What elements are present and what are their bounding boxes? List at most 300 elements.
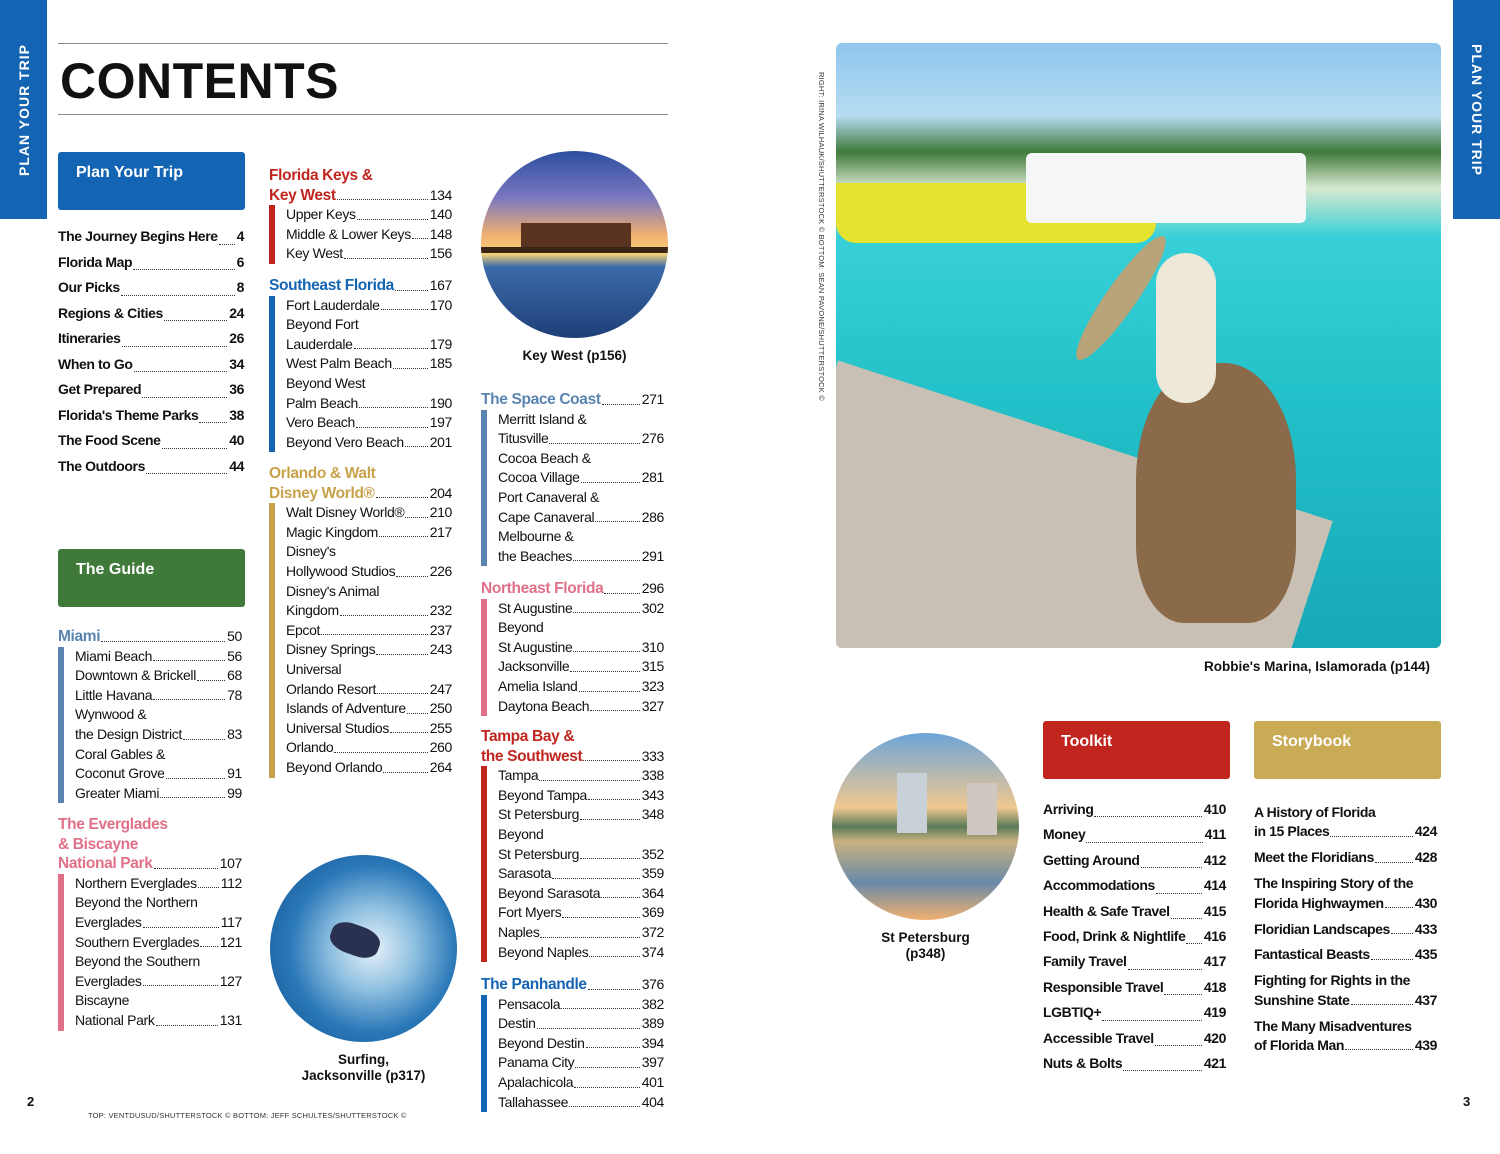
- toc-subentry: [286, 354, 452, 374]
- leader-dots: [573, 651, 639, 652]
- entry-row: [498, 786, 664, 806]
- leader-dots: [197, 680, 225, 681]
- entry-page: 296: [641, 580, 664, 596]
- toc-subentry: [498, 449, 664, 488]
- toc-subentry: [498, 786, 664, 806]
- entry-page: 401: [641, 1073, 664, 1090]
- entry-page: 397: [641, 1054, 664, 1071]
- leader-dots: [395, 290, 428, 291]
- entry-label: St Augustine: [498, 638, 573, 655]
- entry-label: Arriving: [1043, 801, 1094, 817]
- plan-your-trip-box: Plan Your Trip: [58, 152, 245, 210]
- entry-label: Naples: [498, 923, 540, 940]
- entry-page: 382: [641, 995, 664, 1012]
- entry-label: Cape Canaveral: [498, 508, 595, 525]
- entry-label: the Southwest: [481, 747, 583, 765]
- entry-row: [286, 738, 452, 758]
- side-tab-left: [0, 0, 47, 219]
- entry-row: [498, 599, 664, 619]
- entry-row: [286, 640, 452, 660]
- entry-page: 56: [227, 647, 242, 664]
- entry-label: The Space Coast: [481, 391, 601, 408]
- leader-dots: [586, 1047, 640, 1048]
- entry-row: [481, 747, 664, 767]
- entry-page: 44: [229, 457, 244, 474]
- leader-dots: [183, 739, 225, 740]
- entry-label: Fort Lauderdale: [286, 296, 380, 313]
- entry-label: Daytona Beach: [498, 697, 590, 714]
- entry-row: [75, 647, 242, 667]
- entry-label: Destin: [498, 1015, 536, 1032]
- entry-label: Responsible Travel: [1043, 978, 1164, 995]
- entry-page: 112: [220, 874, 242, 891]
- entry-row: [1043, 1000, 1226, 1025]
- toc-subentry: [498, 1034, 664, 1054]
- toc-subentry: [286, 315, 452, 354]
- entry-label: Key West: [286, 245, 343, 262]
- leader-dots: [357, 219, 428, 220]
- leader-dots: [121, 295, 235, 296]
- entry-line: Beyond: [498, 825, 544, 842]
- toolkit-list: [1043, 797, 1226, 1076]
- white-boat: [1026, 153, 1306, 223]
- leader-dots: [602, 404, 640, 405]
- entry-page: 134: [429, 186, 452, 203]
- pelican-neck: [1156, 253, 1216, 403]
- leader-dots: [562, 917, 639, 918]
- entry-label: Sunshine State: [1254, 991, 1350, 1008]
- leader-dots: [1171, 918, 1202, 919]
- section-heading: [481, 579, 664, 599]
- entry-page: 99: [227, 784, 242, 801]
- leader-dots: [1094, 816, 1201, 817]
- entry-label: Downtown & Brickell: [75, 667, 196, 684]
- entry-page: 260: [429, 739, 452, 756]
- section-subentries: [481, 410, 664, 567]
- leader-dots: [376, 497, 428, 498]
- entry-page: 36: [229, 381, 244, 397]
- leader-dots: [570, 671, 639, 672]
- leader-dots: [1391, 933, 1413, 934]
- entry-label: Coconut Grove: [75, 765, 165, 782]
- toc-subentry: [498, 488, 664, 527]
- entry-row: [75, 1011, 242, 1031]
- entry-label: Fantastical Beasts: [1254, 946, 1370, 963]
- entry-label: Beyond Naples: [498, 943, 589, 960]
- section-subentries: [269, 503, 452, 777]
- entry-row: [286, 680, 452, 700]
- section-heading: [269, 276, 452, 296]
- entry-page: 247: [429, 680, 452, 697]
- entry-page: 374: [641, 943, 664, 960]
- toc-entry: [58, 454, 244, 480]
- side-tab-label: PLAN YOUR TRIP: [15, 43, 32, 176]
- leader-dots: [321, 634, 428, 635]
- entry-page: 416: [1203, 928, 1226, 945]
- entry-row: [58, 301, 244, 327]
- toc-entry: [58, 403, 244, 429]
- entry-page: 424: [1414, 823, 1437, 840]
- entry-label: The Outdoors: [58, 457, 145, 474]
- entry-page: 420: [1203, 1029, 1226, 1046]
- entry-page: 121: [219, 933, 242, 950]
- entry-page: 343: [641, 786, 664, 803]
- toc-entry: [58, 428, 244, 454]
- entry-label: Floridian Landscapes: [1254, 920, 1390, 937]
- leader-dots: [146, 473, 227, 474]
- pier: [481, 247, 668, 253]
- entry-row: [1254, 1036, 1437, 1055]
- leader-dots: [579, 691, 640, 692]
- top-rule: [58, 43, 668, 44]
- leader-dots: [540, 937, 639, 938]
- leader-dots: [377, 693, 428, 694]
- leader-dots: [405, 517, 427, 518]
- entry-label: the Design District: [75, 725, 182, 742]
- entry-page: 271: [641, 391, 664, 407]
- leader-dots: [595, 521, 639, 522]
- entry-row: [1043, 848, 1226, 873]
- section-subentries: [269, 205, 452, 264]
- entry-row: [1254, 848, 1437, 867]
- entry-label: Greater Miami: [75, 784, 160, 801]
- leader-dots: [569, 1106, 640, 1107]
- leader-dots: [379, 536, 428, 537]
- entry-label: Middle & Lower Keys: [286, 225, 411, 242]
- toc-subentry: [498, 618, 664, 657]
- toc-subentry: [498, 995, 664, 1015]
- entry-label: in 15 Places: [1254, 823, 1330, 840]
- entry-line: Beyond Fort: [286, 316, 359, 333]
- leader-dots: [381, 309, 428, 310]
- toc-subentry: [498, 864, 664, 884]
- section-heading: [58, 627, 242, 647]
- entry-label: Vero Beach: [286, 414, 355, 431]
- entry-label: Jacksonville: [498, 658, 570, 675]
- toc-entry: [58, 352, 244, 378]
- toc-subentry: [286, 660, 452, 699]
- leader-dots: [601, 897, 640, 898]
- toc-subentry: [286, 296, 452, 316]
- leader-dots: [580, 819, 640, 820]
- entry-line: Beyond the Northern: [75, 894, 198, 911]
- toc-entry: [1254, 1017, 1437, 1056]
- photo-credit-left: TOP: VENTDUSUD/SHUTTERSTOCK © BOTTOM: JEFF SCHULTES/SHUTTERSTOCK ©: [88, 1111, 407, 1120]
- entry-label: Everglades: [75, 972, 142, 989]
- entry-row: [286, 225, 452, 245]
- section-subentries: [58, 647, 242, 804]
- entry-page: 437: [1414, 991, 1437, 1008]
- caption-key-west: Key West (p156): [522, 348, 627, 363]
- surfing-photo: [270, 855, 457, 1042]
- entry-page: 418: [1203, 978, 1226, 995]
- entry-row: [58, 454, 244, 480]
- toc-subentry: [286, 503, 452, 523]
- toc-subentry: [498, 1073, 664, 1093]
- entry-page: 430: [1414, 894, 1437, 911]
- entry-page: 204: [429, 484, 452, 501]
- entry-page: 255: [429, 719, 452, 736]
- leader-dots: [390, 732, 428, 733]
- leader-dots: [407, 713, 428, 714]
- entry-page: 417: [1203, 953, 1226, 970]
- entry-label: Beyond Vero Beach: [286, 433, 404, 450]
- leader-dots: [574, 1087, 640, 1088]
- leader-dots: [1102, 1020, 1202, 1021]
- entry-page: 250: [429, 700, 452, 717]
- toc-subentry: [75, 666, 242, 686]
- entry-line: The Inspiring Story of the: [1254, 875, 1414, 892]
- toc-subentry: [286, 738, 452, 758]
- entry-row: [498, 845, 664, 865]
- entry-page: 201: [429, 433, 452, 450]
- leader-dots: [396, 576, 427, 577]
- toc-subentry: [498, 805, 664, 825]
- leader-dots: [153, 699, 225, 700]
- section-heading: [481, 975, 664, 995]
- entry-page: 167: [429, 277, 452, 293]
- entry-page: 281: [641, 469, 664, 486]
- leader-dots: [1164, 994, 1201, 995]
- leader-dots: [1351, 1004, 1413, 1005]
- leader-dots: [575, 1067, 639, 1068]
- leader-dots: [1155, 1045, 1202, 1046]
- entry-row: [498, 657, 664, 677]
- toc-subentry: [75, 686, 242, 706]
- toc-subentry: [498, 766, 664, 786]
- entry-line: Beyond: [498, 619, 544, 636]
- entry-label: The Food Scene: [58, 432, 161, 448]
- entry-page: 4: [236, 228, 244, 244]
- entry-label: Lauderdale: [286, 335, 353, 352]
- entry-page: 348: [641, 806, 664, 823]
- section-subentries: [269, 296, 452, 453]
- caption-marina: Robbie's Marina, Islamorada (p144): [1203, 659, 1430, 674]
- entry-label: Florida Highwaymen: [1254, 894, 1384, 911]
- toc-entry: [58, 301, 244, 327]
- leader-dots: [583, 760, 639, 761]
- entry-page: 310: [641, 638, 664, 655]
- toc-subentry: [498, 657, 664, 677]
- entry-row: [1254, 894, 1437, 913]
- entry-label: Florida's Theme Parks: [58, 406, 199, 423]
- leader-dots: [1123, 1070, 1202, 1071]
- entry-page: 127: [219, 972, 242, 989]
- toc-section: [269, 166, 452, 264]
- entry-label: Titusville: [498, 430, 549, 447]
- entry-page: 286: [641, 508, 664, 525]
- entry-row: [498, 864, 664, 884]
- entry-label: Apalachicola: [498, 1073, 574, 1090]
- entry-page: 323: [641, 677, 664, 694]
- entry-row: [75, 933, 242, 953]
- entry-page: 394: [641, 1034, 664, 1051]
- entry-label: Southeast Florida: [269, 277, 394, 294]
- entry-row: [286, 699, 452, 719]
- entry-row: [286, 354, 452, 374]
- leader-dots: [1086, 842, 1202, 843]
- section-heading: [269, 166, 452, 205]
- entry-row: [1254, 822, 1437, 841]
- section-subentries: [481, 766, 664, 962]
- toc-entry: [1254, 848, 1437, 867]
- toc-section: [269, 464, 452, 778]
- caption-line: Surfing,: [338, 1052, 389, 1067]
- entry-line: & Biscayne: [58, 835, 139, 853]
- entry-row: [1043, 1026, 1226, 1051]
- leader-dots: [1186, 943, 1201, 944]
- entry-label: Walt Disney World®: [286, 504, 405, 521]
- entry-row: [286, 244, 452, 264]
- toc-subentry: [286, 205, 452, 225]
- toc-section: [269, 276, 452, 452]
- entry-page: 26: [229, 330, 244, 346]
- entry-label: Get Prepared: [58, 381, 142, 397]
- toc-entry: [1254, 945, 1437, 964]
- entry-row: [498, 943, 664, 963]
- toc-subentry: [286, 413, 452, 433]
- entry-page: 8: [236, 279, 244, 295]
- entry-label: Amelia Island: [498, 677, 578, 694]
- entry-row: [58, 224, 244, 250]
- toc-subentry: [286, 758, 452, 778]
- entry-row: [1254, 920, 1437, 939]
- entry-row: [286, 719, 452, 739]
- toc-entry: [1043, 848, 1226, 873]
- surfer: [326, 917, 383, 962]
- entry-page: 68: [227, 667, 242, 684]
- toc-section: [58, 627, 242, 803]
- leader-dots: [344, 258, 428, 259]
- entry-row: [269, 276, 452, 296]
- leader-dots: [552, 878, 639, 879]
- entry-row: [58, 627, 242, 647]
- section-heading: [481, 727, 664, 766]
- entry-label: Nuts & Bolts: [1043, 1055, 1123, 1072]
- toc-entry: [1043, 822, 1226, 847]
- entry-line: Cocoa Beach &: [498, 449, 591, 466]
- entry-row: [1043, 975, 1226, 1000]
- entry-page: 38: [229, 406, 244, 423]
- entry-page: 210: [429, 504, 452, 521]
- entry-label: Meet the Floridians: [1254, 849, 1374, 866]
- toc-subentry: [75, 952, 242, 991]
- leader-dots: [198, 887, 219, 888]
- leader-dots: [393, 368, 428, 369]
- entry-row: [286, 205, 452, 225]
- entry-page: 34: [229, 355, 244, 372]
- entry-page: 197: [429, 414, 452, 431]
- entry-label: Disney Springs: [286, 641, 376, 658]
- toc-entry: [1254, 874, 1437, 913]
- entry-row: [481, 390, 664, 410]
- entry-label: Itineraries: [58, 330, 121, 346]
- section-subentries: [481, 599, 664, 717]
- leader-dots: [588, 799, 640, 800]
- entry-line: Beyond West: [286, 374, 366, 391]
- the-guide-box: The Guide: [58, 549, 245, 607]
- entry-page: 411: [1204, 826, 1226, 843]
- entry-row: [498, 1014, 664, 1034]
- entry-row: [286, 335, 452, 355]
- toc-subentry: [498, 1093, 664, 1113]
- entry-row: [286, 296, 452, 316]
- entry-line: Florida Keys &: [269, 167, 373, 184]
- toc-subentry: [75, 745, 242, 784]
- plan-list: [58, 224, 244, 479]
- entry-label: Miami Beach: [75, 647, 153, 664]
- entry-row: [286, 562, 452, 582]
- toc-subentry: [286, 719, 452, 739]
- leader-dots: [154, 868, 218, 869]
- entry-line: Melbourne &: [498, 528, 574, 545]
- entry-label: the Beaches: [498, 547, 572, 564]
- toc-subentry: [498, 677, 664, 697]
- entry-label: The Journey Begins Here: [58, 228, 218, 244]
- toc-entry: [1043, 899, 1226, 924]
- toc-subentry: [75, 874, 242, 894]
- toc-subentry: [498, 903, 664, 923]
- entry-line: Universal: [286, 660, 342, 677]
- entry-row: [75, 725, 242, 745]
- entry-label: St Petersburg: [498, 806, 580, 823]
- entry-row: [286, 394, 452, 414]
- toc-subentry: [286, 225, 452, 245]
- toc-subentry: [498, 1014, 664, 1034]
- leader-dots: [162, 448, 228, 449]
- side-tab-label: PLAN YOUR TRIP: [1468, 43, 1485, 176]
- entry-page: 170: [429, 296, 452, 313]
- entry-line: Biscayne: [75, 992, 130, 1009]
- toc-subentry: [75, 933, 242, 953]
- toc-subentry: [286, 542, 452, 581]
- toc-entry: [1043, 949, 1226, 974]
- leader-dots: [143, 985, 218, 986]
- entry-row: [498, 805, 664, 825]
- entry-page: 302: [641, 599, 664, 616]
- toc-subentry: [498, 884, 664, 904]
- entry-label: When to Go: [58, 355, 133, 372]
- entry-page: 404: [641, 1093, 664, 1110]
- side-tab-right: [1453, 0, 1500, 219]
- entry-row: [75, 874, 242, 894]
- entry-line: The Everglades: [58, 816, 168, 833]
- leader-dots: [376, 654, 427, 655]
- entry-page: 243: [429, 641, 452, 658]
- leader-dots: [580, 858, 640, 859]
- entry-page: 40: [229, 432, 244, 448]
- entry-row: [498, 1093, 664, 1113]
- entry-page: 78: [227, 686, 242, 703]
- entry-label: Accommodations: [1043, 877, 1155, 894]
- leader-dots: [573, 560, 640, 561]
- toc-entry: [1043, 1000, 1226, 1025]
- entry-label: Northeast Florida: [481, 580, 604, 597]
- leader-dots: [156, 1025, 218, 1026]
- entry-page: 359: [641, 865, 664, 882]
- entry-row: [498, 995, 664, 1015]
- leader-dots: [160, 797, 225, 798]
- toc-subentry: [286, 523, 452, 543]
- caption-st-petersburg: [832, 930, 1019, 962]
- entry-page: 276: [641, 430, 664, 447]
- entry-page: 435: [1414, 946, 1437, 963]
- entry-label: St Petersburg: [498, 845, 580, 862]
- toc-subentry: [286, 582, 452, 621]
- page-number-right: 3: [1463, 1094, 1471, 1109]
- entry-page: 291: [641, 547, 664, 564]
- entry-row: [1043, 1051, 1226, 1076]
